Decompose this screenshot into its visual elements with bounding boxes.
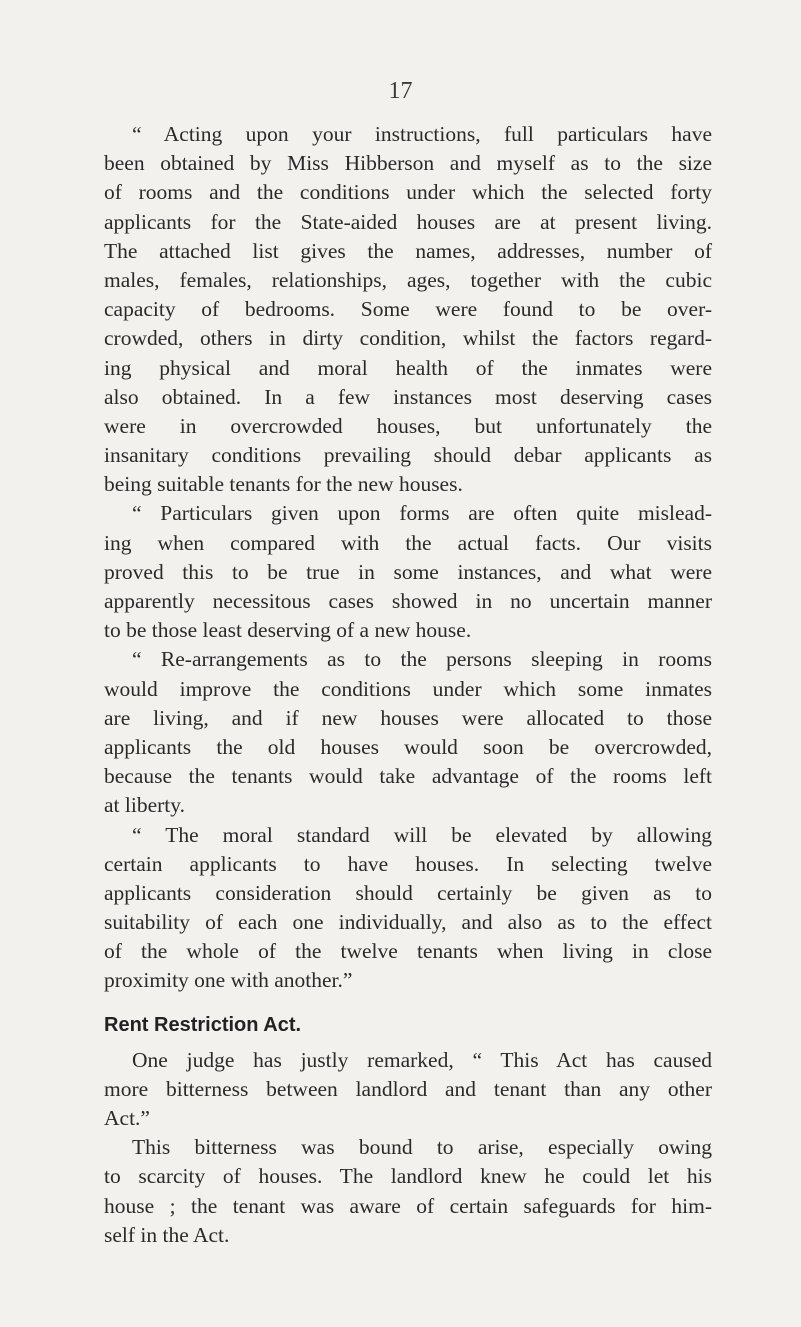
text-line: would improve the conditions under which some inmates [104,676,712,701]
text-line: One judge has justly remarked, “ This Act has caused [132,1047,712,1072]
text-line: were in overcrowded houses, but unfortunately the [104,413,712,438]
text-line: to scarcity of houses. The landlord knew he could let his [104,1164,712,1189]
text-line: The attached list gives the names, addresses, number of [104,238,712,263]
text-line: at liberty. [104,793,185,818]
text-line: “ Re-arrangements as to the persons sleeping in rooms [132,647,712,672]
text-line: proximity one with another.” [104,968,353,993]
text-line: self in the Act. [104,1222,230,1247]
text-line: to be those least deserving of a new house. [104,618,472,643]
text-line: apparently necessitous cases showed in no uncertain manner [104,589,712,613]
text-line: house ; the tenant was aware of certain safeguards for him- [104,1193,712,1218]
paragraph-bitterness [104,1133,712,1250]
text-line: ing when compared with the actual facts. Our visits [104,530,712,555]
text-line: proved this to be true in some instances, and what were [104,559,712,584]
text-line: because the tenants would take advantage of the rooms left [104,764,712,789]
text-line: being suitable tenants for the new houses. [104,472,463,497]
paragraph-particulars-given [104,499,712,645]
text-line: of rooms and the conditions under which the selected forty [104,180,712,205]
text-line: males, females, relationships, ages, together with the cubic [104,267,712,292]
text-line: crowded, others in dirty condition, whilst the factors regard- [104,326,712,351]
paragraph-re-arrangements [104,645,712,820]
section-heading: Rent Restriction Act. [104,1013,302,1036]
text-line: This bitterness was bound to arise, especially owing [132,1135,712,1160]
paragraph-acting-upon-instructions [104,120,712,499]
text-line: are living, and if new houses were allocated to those [104,705,712,730]
text-line: applicants the old houses would soon be overcrowded, [104,734,712,759]
text-line: certain applicants to have houses. In selecting twelve [104,851,712,876]
text-line: of the whole of the twelve tenants when living in close [104,939,712,964]
paragraph-moral-standard [104,821,712,996]
text-line: suitability of each one individually, and also as to the effect [104,910,712,935]
paragraph-judge-remark [104,1046,712,1134]
text-line: insanitary conditions prevailing should debar applicants as [104,443,712,468]
text-line: “ The moral standard will be elevated by allowing [132,822,712,847]
text-line: also obtained. In a few instances most deserving cases [104,384,712,409]
text-line: been obtained by Miss Hibberson and myself as to the size [104,151,712,176]
text-line: capacity of bedrooms. Some were found to be over- [104,297,712,322]
text-line: “ Acting upon your instructions, full particulars have [132,122,712,146]
text-line: Act.” [104,1106,150,1130]
text-line: more bitterness between landlord and tenant than any other [104,1076,712,1101]
text-line: ing physical and moral health of the inmates were [104,355,712,380]
text-line: applicants consideration should certainly be given as to [104,880,712,905]
page-number: 17 [388,78,413,104]
body-text [104,120,712,1250]
text-line: “ Particulars given upon forms are often quite mislead- [132,501,712,526]
text-line: applicants for the State-aided houses are at present living. [104,209,712,234]
